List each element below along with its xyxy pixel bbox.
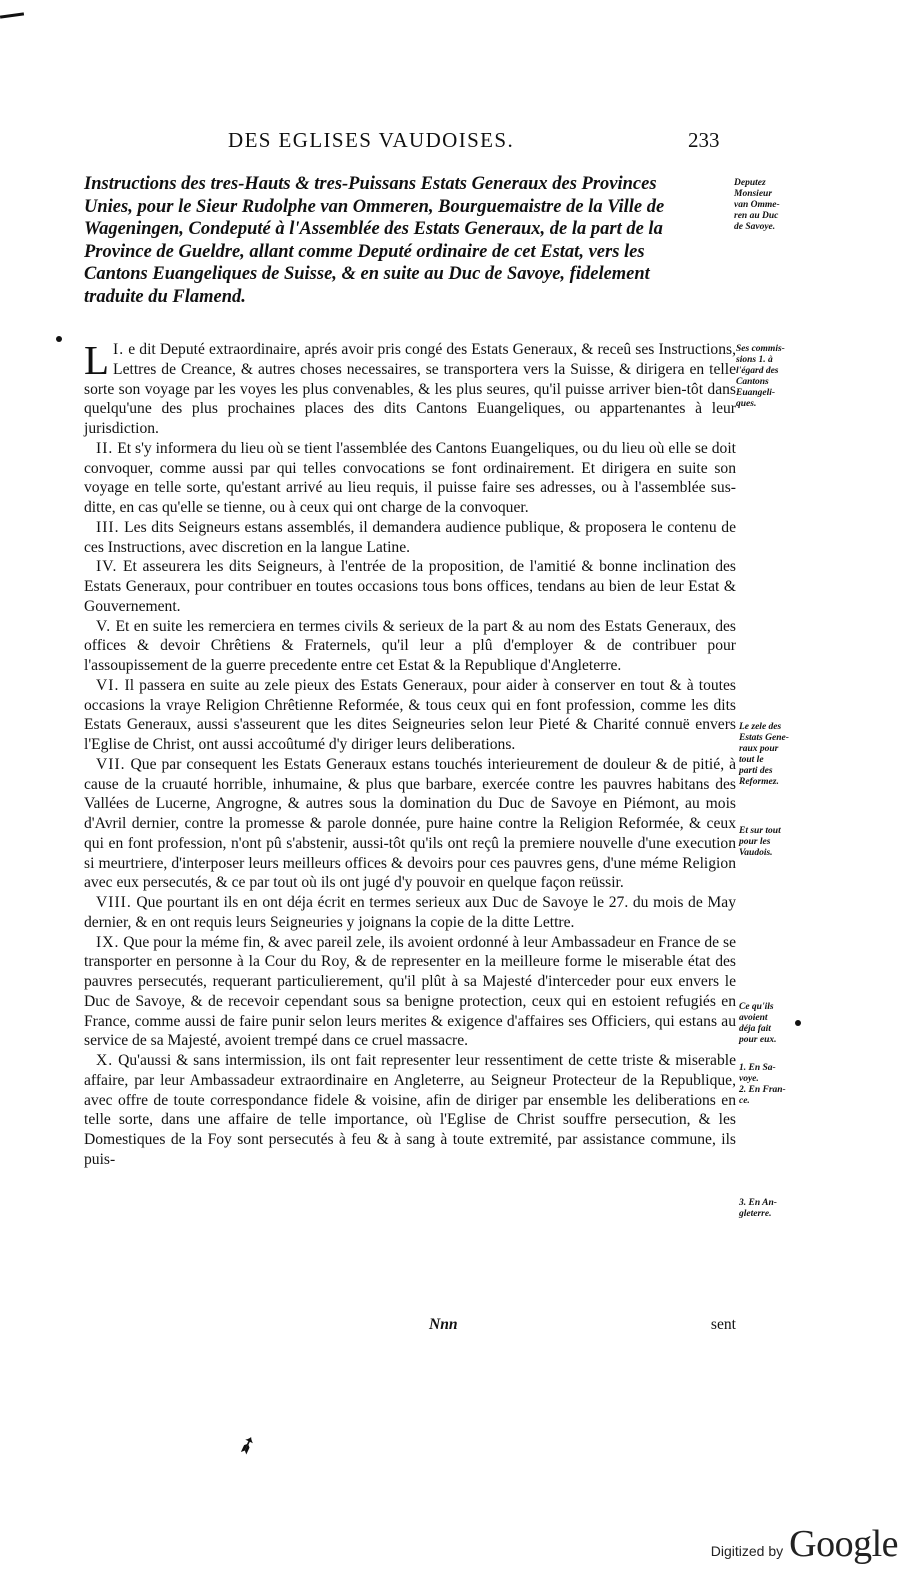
paragraph-number: VII. <box>96 755 126 773</box>
catchword: sent <box>710 1316 736 1333</box>
drop-cap: L <box>84 337 110 383</box>
paragraph-number: III. <box>96 518 120 536</box>
watermark-prefix: Digitized by <box>710 1543 784 1559</box>
paragraph-text: Que pour la méme fin, & avec pareil zele, ils avoient ordonné à leur Ambassadeur en France de se transporter en personne à la Cour du Roy, & de representer en la meilleure forme le miserable état des pauvres persecutés, requerant particulierement, qu'il plût à sa Majesté d'interceder pour eux envers le Duc de Savoye, & de recevoir cependant sous sa benigne protection, ceux qui en estoient refugiés en France, comme aussi de faire punir selon leurs merites & exigence d'affaires ses Officiers, qui estans au service de sa Majesté, avoient trempé dans ce cruel massacre. <box>84 933 736 1050</box>
page-number: 233 <box>688 128 720 152</box>
page-footer <box>84 1316 736 1338</box>
paragraph-3 <box>84 518 736 558</box>
margin-note-commissions: Ses commis- sions 1. à l'égard des Cantons Euangeli- ques. <box>736 344 785 409</box>
ink-dot <box>795 1020 801 1026</box>
paragraph-text: e dit Deputé extraordinaire, aprés avoir pris congé des Estats Generaux, & receû ses Instructions, Lettres de Creance, & autres choses necessaires, se transportera vers la Suisse, & dirigera en telle sorte son voyage par les voyes les plus convenables, & les plus seures, qu'il puisse arriver bien-tôt dans quelqu'une des plus prochaines places des dits Cantons Euangeliques, ou appartenantes à leur jurisdiction. <box>84 341 736 437</box>
document-title <box>84 173 736 308</box>
ink-dot <box>56 336 62 342</box>
paragraph-number: I. <box>113 341 125 358</box>
title-line: Wageningen, Condeputé à l'Assemblée des Estats Generaux, de la part de la <box>84 219 663 239</box>
paragraph-4 <box>84 557 736 616</box>
paragraph-10 <box>84 1051 736 1170</box>
paragraph-text: Qu'aussi & sans intermission, ils ont fait representer leur ressentiment de cette triste & miserable affaire, par leur Ambassadeur extraordinaire en Angleterre, au Seigneur Protecteur de la Republique, avec offre de toute correspondance fidele & voisine, afin de diriger par ensemble les deliberations en telle sorte, dans une affaire de telle importance, où l'Eglise de Christ souffre persecution, & les Domestiques de la Foy sont persecutés à feu & à sang à toute extremité, par assistance commune, ils puis- <box>84 1052 736 1168</box>
digitization-watermark <box>711 1522 898 1566</box>
margin-note-deputez: Deputez Monsieur van Omme- ren au Duc de Savoye. <box>734 178 780 232</box>
title-line: traduite du Flamend. <box>84 286 246 307</box>
paragraph-2 <box>84 439 736 518</box>
body-text <box>84 337 737 1170</box>
paragraph-number: VI. <box>96 676 120 694</box>
margin-note-savoye-france: 1. En Sa- voye. 2. En Fran- ce. <box>739 1063 786 1106</box>
paragraph-1 <box>84 337 736 439</box>
paragraph-number: X. <box>96 1052 114 1069</box>
paragraph-text: Les dits Seigneurs estans assemblés, il demandera audience publique, & proposera le contenu de ces Instructions, avec discretion en la langue Latine. <box>84 518 736 556</box>
paragraph-number: VIII. <box>96 894 132 911</box>
margin-note-deja-fait: Ce qu'ils avoient déja fait pour eux. <box>739 1002 777 1045</box>
paragraph-number: II. <box>96 439 114 457</box>
paragraph-text: Que pourtant ils en ont déja écrit en termes serieux aux Duc de Savoye le 27. du mois de May dernier, & en ont requis leurs Seigneuries y joignans la copie de la ditte Lettre. <box>84 894 737 931</box>
paragraph-number: IV. <box>96 558 118 576</box>
paragraph-8 <box>84 893 736 933</box>
stray-ink-mark: ➶ <box>234 1429 260 1460</box>
paragraph-text: Et en suite les remerciera en termes civils & serieux de la part & au nom des Estats Generaux, des offices & devoir Chrêtiens & Fraternels, qu'il leur a plû d'employer & de contribuer pour l'assoupissement de la guerre precedente entre cet Estat & la Republique d'Angleterre. <box>84 617 736 674</box>
paragraph-7 <box>84 755 736 893</box>
paragraph-number: V. <box>96 617 112 635</box>
signature-mark: Nnn <box>429 1316 458 1333</box>
page-header <box>0 128 904 158</box>
paragraph-text: Et s'y informera du lieu où se tient l'assemblée des Cantons Euangeliques, ou du lieu où elle se doit convoquer, comme aussi par qui telles convocations se font ordinairement. Et dirigera en suite son voyage en telle sorte, qu'estant arrivé au lieu requis, il puisse faire ses adresses, ou à l'assemblée sus-ditte, en cas qu'elle se tienne, ou à ceux qui ont charge de la convoquer. <box>84 439 736 516</box>
title-line: Instructions des tres-Hauts & tres-Puissans Estats Generaux des Provinces <box>84 174 657 194</box>
paragraph-6 <box>84 676 736 755</box>
paragraph-5 <box>84 617 736 676</box>
paragraph-number: IX. <box>96 933 120 951</box>
margin-note-vaudois: Et sur tout pour les Vaudois. <box>739 826 781 858</box>
running-title: DES EGLISES VAUDOISES. <box>228 128 515 152</box>
google-logo: Google <box>789 1523 898 1565</box>
title-line: Province de Gueldre, allant comme Deputé ordinaire de cet Estat, vers les <box>84 241 645 262</box>
paragraph-9 <box>84 933 736 1052</box>
title-line: Unies, pour le Sieur Rudolphe van Ommeren, Bourguemaistre de la Ville de <box>84 196 665 217</box>
corner-ink-mark <box>0 12 24 18</box>
paragraph-text: Et asseurera les dits Seigneurs, à l'entrée de la proposition, de l'amitié & bonne inclination des Estats Generaux, pour contribuer en toutes occasions tous bons offices, tendans au bien de leur Estat & Gouvernement. <box>84 558 736 615</box>
margin-note-angleterre: 3. En An- gleterre. <box>739 1198 777 1219</box>
paragraph-text: Que par consequent les Estats Generaux estans touchés interieurement de douleur & de pitié, à cause de la cruauté horrible, inhumaine, & plus que barbare, exercée contre les pauvres habitans des Vallées de Lucerne, Angrogne, & autres sous la domination du Duc de Savoye en Piémont, au mois d'Avril dernier, contre la promesse & parole donnée, pure haine contre la Religion Reformée, & ceux qui en font profession, n'ont pû s'abstenir, aussi-tôt qu'ils ont reçû la premiere nouvelle d'une execution si meurtriere, d'interposer leurs meilleurs offices & devoirs pour ces pauvres gens, d'une méme Religion avec eux persecutés, & ce par tout où ils ont jugé d'y pouvoir en quelque façon reüssir. <box>84 755 736 892</box>
margin-note-zele: Le zele des Estats Gene- raux pour tout le parti des Reformez. <box>739 722 789 787</box>
title-line: Cantons Euangeliques de Suisse, & en suite au Duc de Savoye, fidelement <box>84 264 650 284</box>
paragraph-text: Il passera en suite au zele pieux des Estats Generaux, pour aider à conserver en tout & à toutes occasions la vraye Religion Chrêtienne Reformée, & tous ceux qui en font profession, comme les dits Estats Generaux, aussi s'asseurent que les dites Seigneuries selon leur Pieté & Charité connuë envers l'Eglise de Christ, ont aussi accoûtumé d'y diriger leurs deliberations. <box>84 676 737 753</box>
